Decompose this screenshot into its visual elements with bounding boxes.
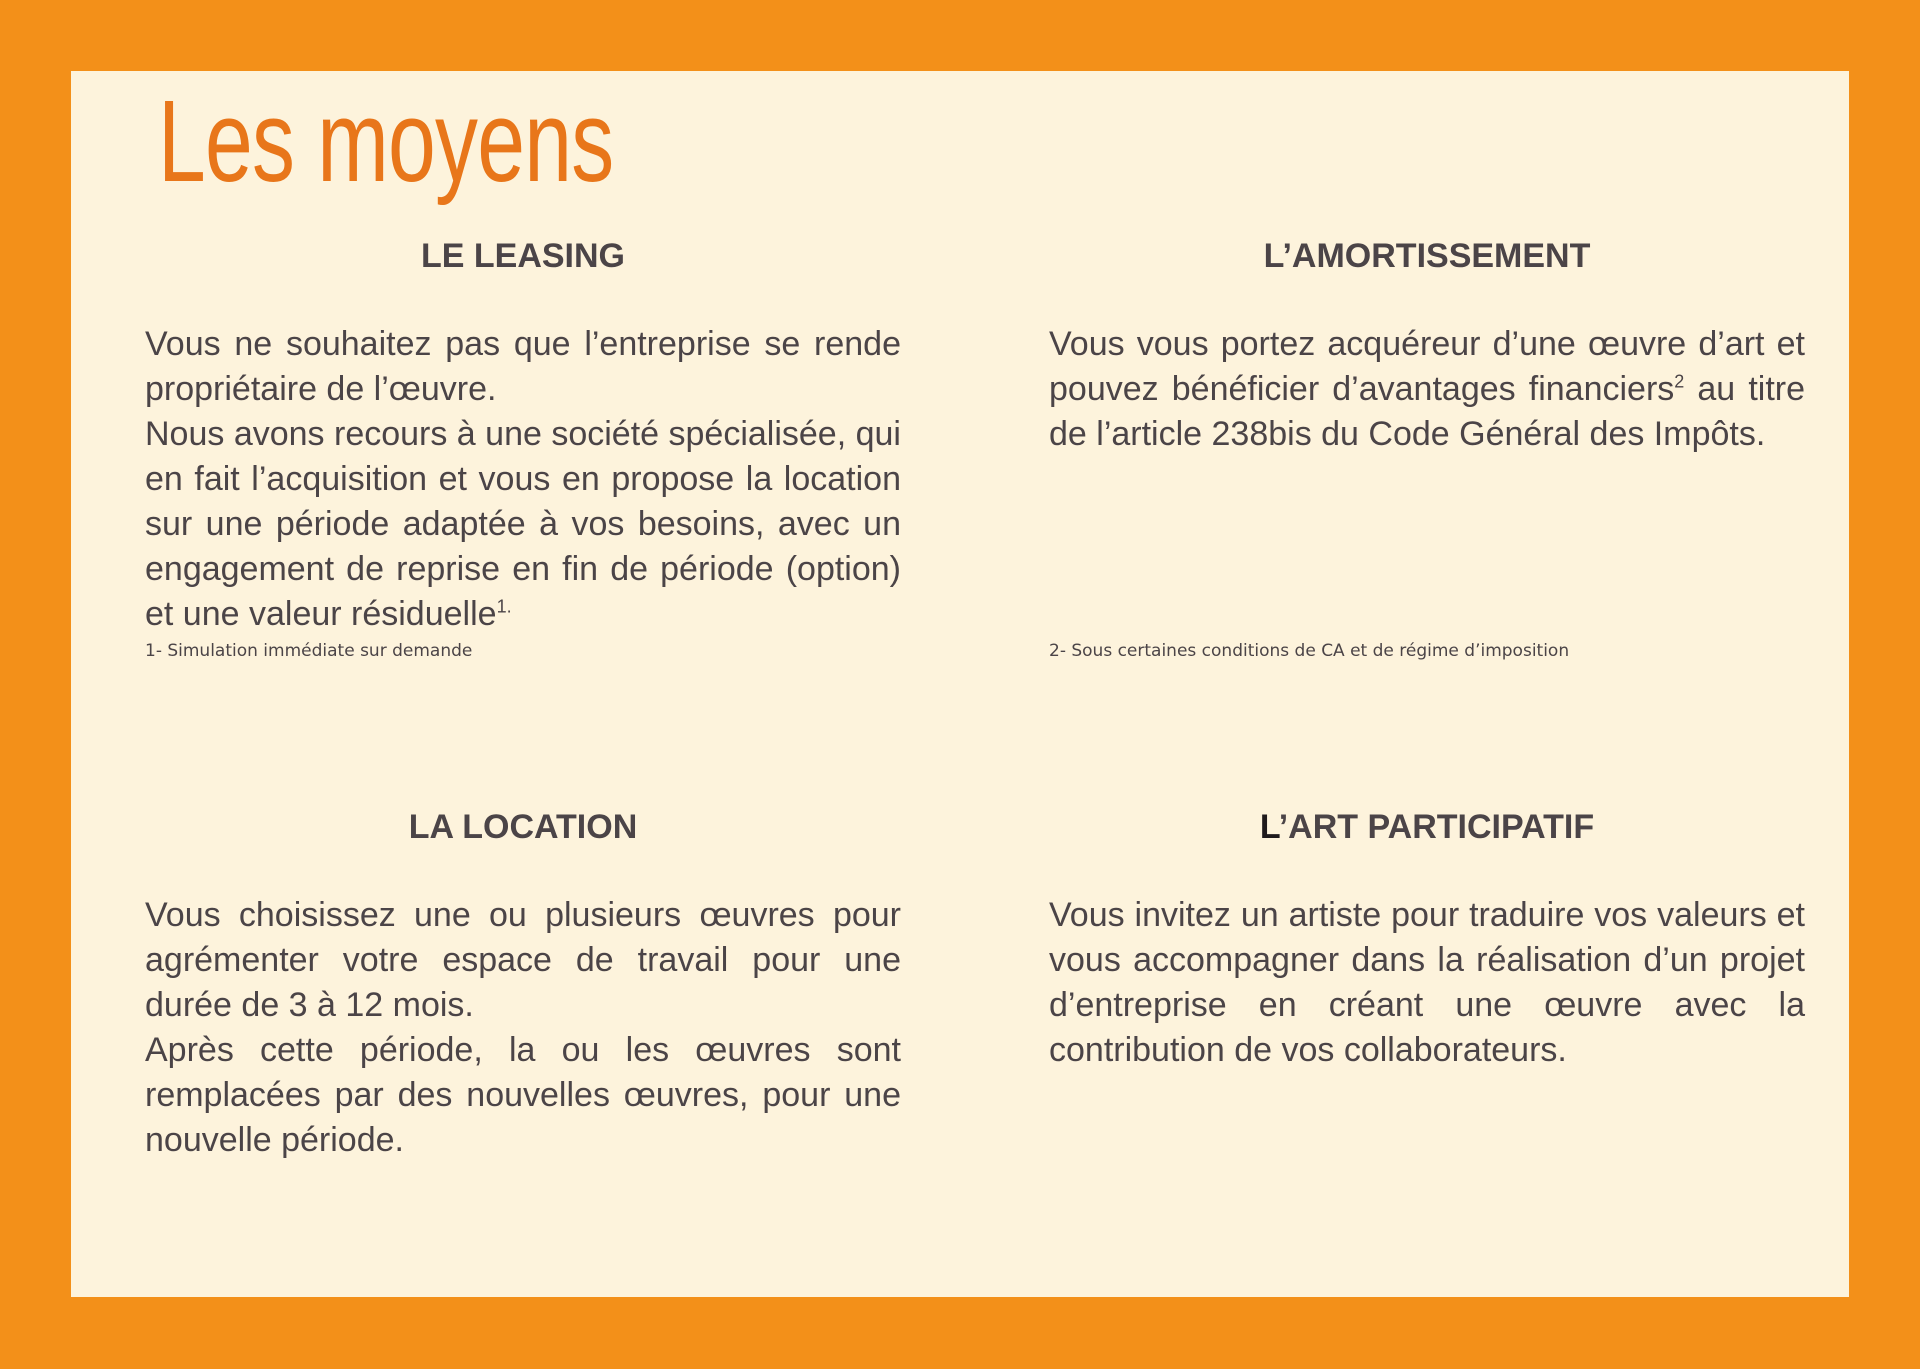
page-title: Les moyens [158, 76, 614, 206]
section-heading: L’AMORTISSEMENT [1263, 237, 1591, 275]
section-body [1049, 893, 1805, 1073]
paragraph: Vous ne souhaitez pas que l’entreprise se rende propriétaire de l’œuvre. [145, 325, 901, 408]
section-body [145, 893, 901, 1163]
section-body [145, 322, 901, 637]
footnote-reference: 2 [1674, 371, 1685, 392]
paragraph: Vous invitez un artiste pour traduire vos valeurs et vous accompagner dans la réalisation d’un projet d’entreprise en créant une œuvre avec la contribution de vos collaborateurs. [1049, 896, 1805, 1069]
section-amortissement [1049, 236, 1805, 661]
heading-rest: ’ART PARTICIPATIF [1278, 808, 1595, 846]
paragraph: Après cette période, la ou les œuvres sont remplacées par des nouvelles œuvres, pour une nouvelle période. [145, 1031, 901, 1159]
section-heading: LA LOCATION [408, 808, 638, 846]
paragraph-text: au titre de l’article 238bis du Code Général des Impôts. [1049, 370, 1805, 453]
paragraph-text: Nous avons recours à une société spécialisée, qui en fait l’acquisition et vous en propose la location sur une période adaptée à vos besoins, avec un engagement de reprise en fin de période (option) et une valeur résiduelle [145, 415, 901, 633]
section-location [145, 807, 901, 1163]
footnote: 1- Simulation immédiate sur demande [145, 641, 473, 661]
footnote-reference: 1. [496, 596, 512, 617]
section-leasing [145, 236, 901, 661]
paragraph [145, 412, 901, 637]
heading-initial: L [1259, 808, 1279, 846]
paragraph-text: Vous vous portez acquéreur d’une œuvre d’art et pouvez bénéficier d’avantages financiers [1049, 325, 1805, 408]
footnote: 2- Sous certaines conditions de CA et de régime d’imposition [1049, 641, 1570, 661]
section-heading [1049, 807, 1805, 847]
paragraph [1049, 322, 1805, 457]
section-art-participatif [1049, 807, 1805, 1073]
paragraph: Vous choisissez une ou plusieurs œuvres pour agrémenter votre espace de travail pour une durée de 3 à 12 mois. [145, 896, 901, 1024]
section-body [1049, 322, 1805, 457]
section-heading: LE LEASING [420, 237, 626, 275]
